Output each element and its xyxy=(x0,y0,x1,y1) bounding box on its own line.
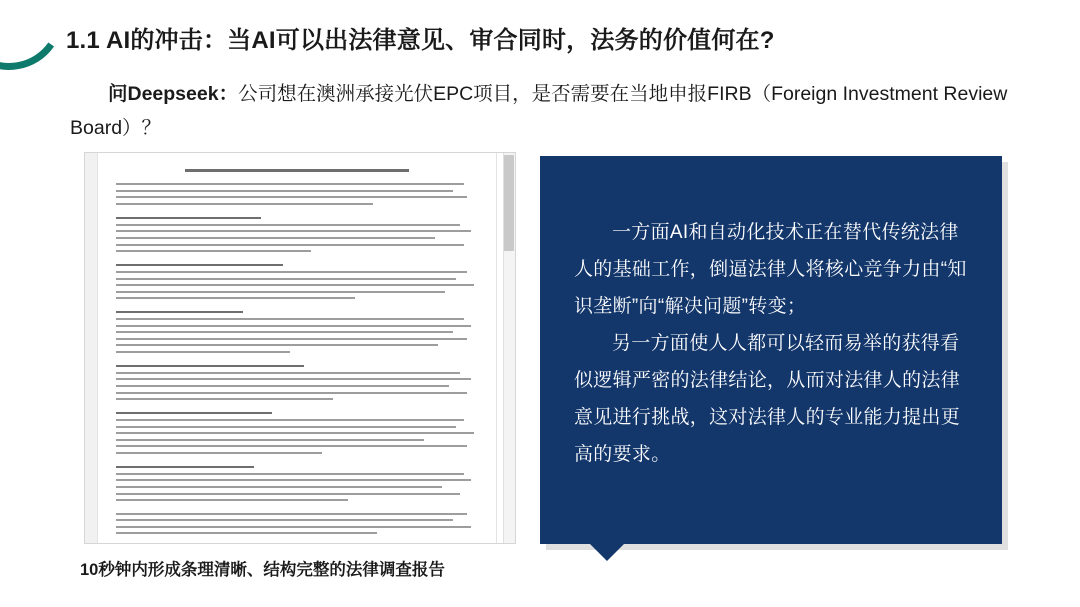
doc-line xyxy=(116,532,377,534)
doc-line xyxy=(116,244,464,246)
callout-box xyxy=(540,156,1002,544)
doc-line xyxy=(116,217,261,220)
doc-line xyxy=(116,338,467,340)
doc-line xyxy=(116,426,456,428)
document-scrollbar[interactable] xyxy=(503,153,515,543)
doc-line xyxy=(116,392,467,394)
document-gutter xyxy=(85,153,97,543)
document-page xyxy=(97,153,497,544)
doc-line xyxy=(116,445,467,447)
doc-line xyxy=(116,278,456,280)
doc-line xyxy=(116,439,424,441)
doc-line xyxy=(116,230,471,232)
decorative-arc-top-left xyxy=(0,0,73,79)
doc-line xyxy=(116,372,460,374)
doc-line xyxy=(116,365,304,368)
question-lead: 问Deepseek： xyxy=(108,83,239,105)
doc-line xyxy=(116,271,467,273)
doc-line xyxy=(116,398,333,400)
doc-line xyxy=(116,452,322,454)
doc-line xyxy=(116,499,348,501)
doc-line xyxy=(116,331,453,333)
doc-line xyxy=(116,325,471,327)
callout-pointer xyxy=(590,544,624,561)
doc-line xyxy=(116,344,438,346)
doc-line xyxy=(185,169,409,172)
doc-line xyxy=(116,311,243,314)
doc-line xyxy=(116,412,272,415)
doc-line xyxy=(116,378,471,380)
doc-line xyxy=(116,190,453,192)
doc-line xyxy=(116,519,453,521)
doc-line xyxy=(116,466,254,469)
document-preview-panel[interactable] xyxy=(84,152,516,544)
doc-line xyxy=(116,297,355,299)
doc-line xyxy=(116,237,435,239)
doc-line xyxy=(116,419,464,421)
doc-line xyxy=(116,473,464,475)
page-title: 1.1 AI的冲击：当AI可以出法律意见、审合同时，法务的价值何在? xyxy=(66,27,775,54)
callout-paragraph-1: 一方面AI和自动化技术正在替代传统法律人的基础工作，倒逼法律人将核心竞争力由“知识垄断”向“解决问题”转变； xyxy=(574,222,967,318)
doc-line xyxy=(116,385,449,387)
doc-line xyxy=(116,250,311,252)
doc-line xyxy=(116,486,442,488)
scrollbar-thumb[interactable] xyxy=(504,155,514,251)
doc-line xyxy=(116,291,445,293)
doc-line xyxy=(116,513,467,515)
doc-line xyxy=(116,432,474,434)
doc-line xyxy=(116,196,467,198)
doc-line xyxy=(116,284,474,286)
doc-line xyxy=(116,493,460,495)
document-caption: 10秒钟内形成条理清晰、结构完整的法律调查报告 xyxy=(80,561,445,579)
doc-line xyxy=(116,526,471,528)
doc-line xyxy=(116,183,464,185)
doc-line xyxy=(116,318,464,320)
doc-line xyxy=(116,351,290,353)
doc-line xyxy=(116,224,460,226)
question-block xyxy=(70,78,1010,145)
callout-paragraph-2: 另一方面使人人都可以轻而易举的获得看似逻辑严密的法律结论，从而对法律人的法律意见进行挑战，这对法律人的专业能力提出更高的要求。 xyxy=(574,333,961,466)
doc-line xyxy=(116,479,471,481)
question-text: 公司想在澳洲承接光伏EPC项目，是否需要在当地申报FIRB（Foreign Investment Review Board）？ xyxy=(70,83,1008,139)
doc-line xyxy=(116,264,283,267)
doc-line xyxy=(116,203,373,205)
